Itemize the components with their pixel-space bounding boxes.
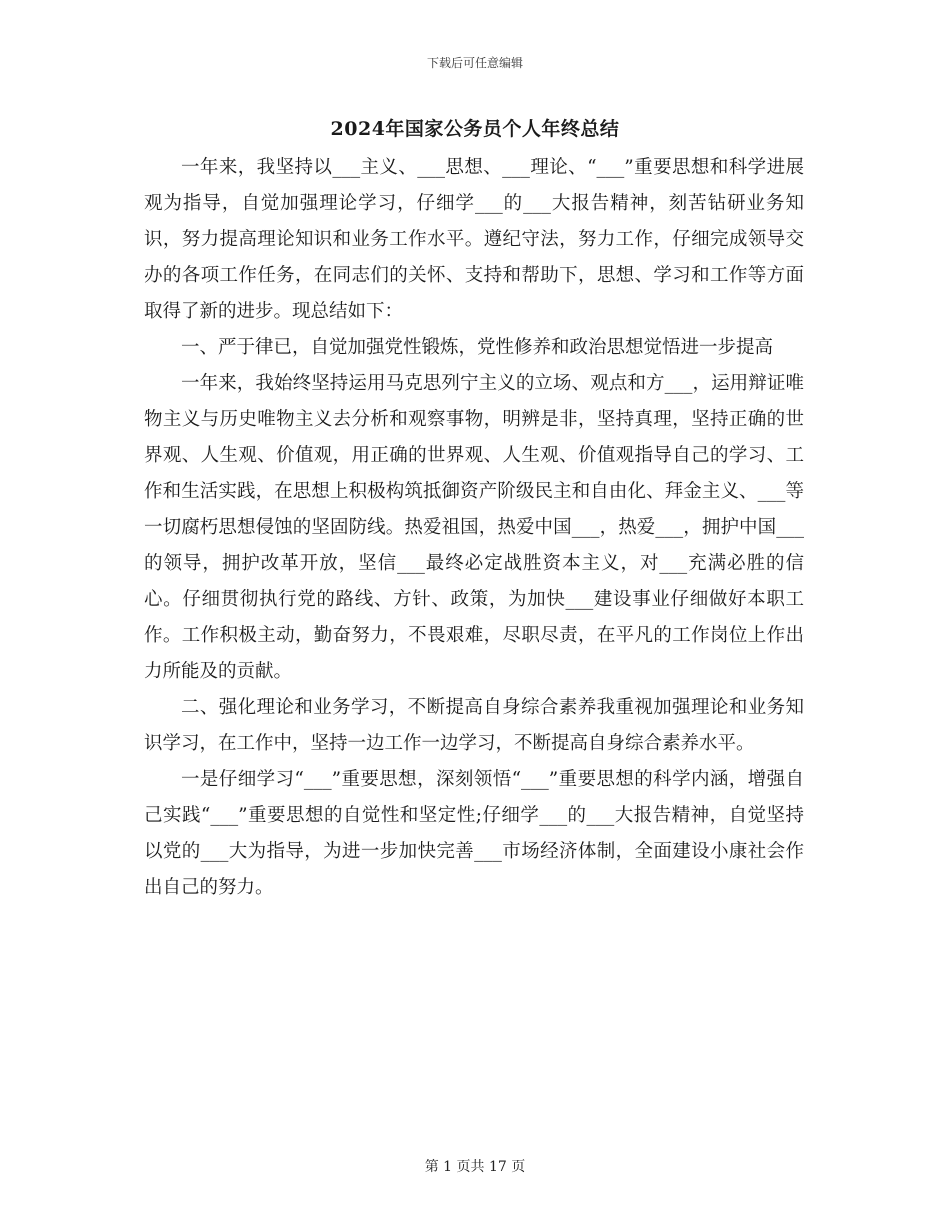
paragraph-section-1-body: 一年来，我始终坚持运用马克思列宁主义的立场、观点和方___，运用辩证唯物主义与历史唯物主义去分析和观察事物，明辨是非，坚持真理，坚持正确的世界观、人生观、价值观，用正确的世界观、人生观、价值观指导自己的学习、工作和生活实践，在思想上积极构筑抵御资产阶级民主和自由化、拜金主义、___等一切腐朽思想侵蚀的坚固防线。热爱祖国，热爱中国___，热爱___，拥护中国___的领导，拥护改革开放，坚信___最终必定战胜资本主义，对___充满必胜的信心。仔细贯彻执行党的路线、方针、政策，为加快___建设事业仔细做好本职工作。工作积极主动，勤奋努力，不畏艰难，尽职尽责，在平凡的工作岗位上作出力所能及的贡献。: [144, 373, 804, 682]
document-body: [144, 150, 804, 906]
header-note: 下载后可任意编辑: [426, 56, 523, 70]
paragraph-section-2-point-1: 一是仔细学习“___”重要思想，深刻领悟“___”重要思想的科学内涵，增强自己实践“___”重要思想的自觉性和坚定性;仔细学___的___大报告精神，自觉坚持以党的___大为指导，为进一步加快完善___市场经济体制，全面建设小康社会作出自己的努力。: [144, 769, 804, 898]
paragraph-intro: 一年来，我坚持以___主义、___思想、___理论、“___”重要思想和科学进展观为指导，自觉加强理论学习，仔细学___的___大报告精神，刻苦钻研业务知识，努力提高理论知识和业务工作水平。遵纪守法，努力工作，仔细完成领导交办的各项工作任务，在同志们的关怀、支持和帮助下，思想、学习和工作等方面取得了新的进步。现总结如下：: [144, 157, 804, 322]
document-title: 2024年国家公务员个人年终总结: [330, 118, 620, 140]
paragraph-section-2-heading: 二、强化理论和业务学习，不断提高自身综合素养我重视加强理论和业务知识学习，在工作中，坚持一边工作一边学习，不断提高自身综合素养水平。: [144, 697, 804, 754]
paragraph-section-1-heading: 一、严于律已，自觉加强党性锻炼，党性修养和政治思想觉悟进一步提高: [181, 337, 774, 358]
page-number: 第 1 页共 17 页: [424, 1159, 526, 1175]
